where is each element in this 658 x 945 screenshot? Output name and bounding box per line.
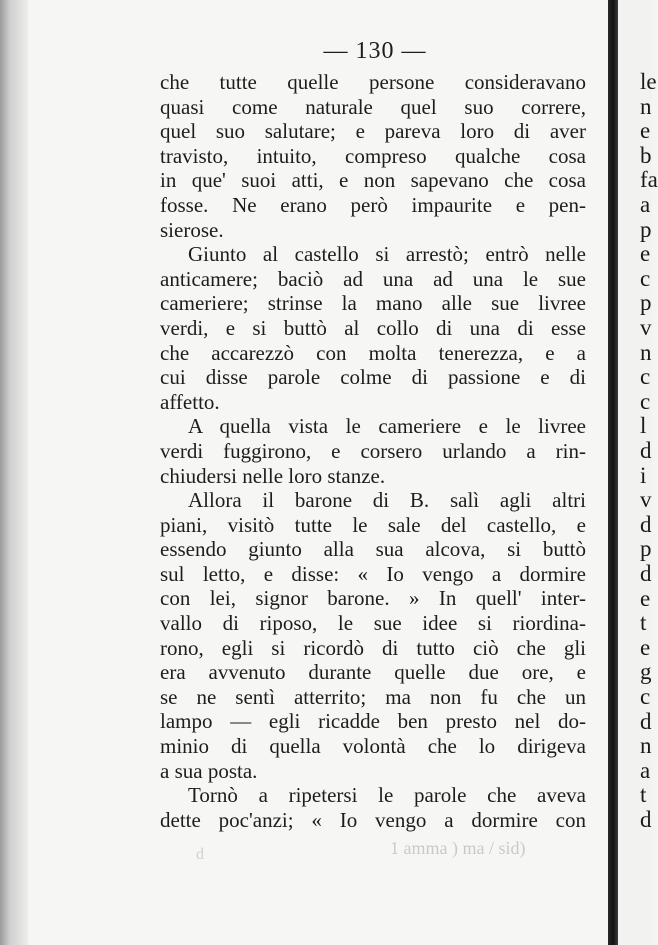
facing-page-fragment: n [640, 93, 652, 119]
text-line: piani, visitò tutte le sale del castello, e [160, 512, 586, 537]
bleed-through-text: 1 amma ) ma / sid) [390, 838, 526, 858]
text-line: era avvenuto durante quelle due ore, e [160, 660, 586, 685]
facing-page-fragment: c [640, 684, 651, 709]
facing-page-fragment: d [640, 438, 652, 463]
facing-page-fragment: g [640, 659, 652, 685]
facing-page-fragment: d [640, 807, 652, 832]
text-line: rono, egli si ricordò di tutto ciò che gli [160, 635, 586, 660]
text-line: Tornò a ripetersi le parole che aveva [188, 783, 586, 808]
facing-page-fragment: a [640, 192, 651, 217]
bleed-through-mark: d [196, 846, 204, 863]
text-line: dette poc'anzi; « Io vengo a dormire con [160, 807, 586, 832]
text-line: vallo di riposo, le sue idee si riordina- [160, 611, 586, 636]
text-line: quasi come naturale quel suo correre, [160, 94, 586, 119]
text-line: che accarezzò con molta tenerezza, e a [160, 340, 586, 365]
facing-page-fragment: c [640, 265, 651, 291]
text-line: essendo giunto alla sua alcova, si buttò [160, 537, 586, 562]
facing-page-fragment: i [640, 462, 647, 488]
text-line: travisto, intuito, compreso qualche cosa [160, 143, 586, 168]
book-gutter [608, 0, 618, 945]
text-line: A quella vista le cameriere e le livree [188, 414, 586, 439]
text-line: fosse. Ne erano però impaurite e pen- [160, 192, 586, 217]
text-line: cameriere; strinse la mano alle sue livree [160, 291, 586, 316]
facing-page-fragment: v [640, 487, 652, 513]
facing-page-fragment: p [640, 290, 652, 316]
text-line: sierose. [160, 217, 224, 242]
facing-page-fragment: e [640, 634, 651, 660]
facing-page-fragment: e [640, 241, 651, 267]
text-line: quel suo salutare; e pareva loro di aver [160, 119, 586, 144]
facing-page-fragment: d [640, 708, 652, 734]
facing-page-fragment: le [640, 69, 657, 94]
text-line: verdi fuggirono, e corsero urlando a rin- [160, 438, 586, 463]
facing-page-fragment: p [640, 216, 652, 242]
facing-page-fragment: b [640, 142, 652, 168]
text-line: con lei, signor barone. » In quell' inter- [160, 586, 586, 611]
text-line: Allora il barone di B. salì agli altri [188, 488, 586, 513]
facing-page-fragment: t [640, 782, 647, 808]
facing-page-fragment: a [640, 757, 651, 783]
facing-page-fragment: d [640, 511, 652, 537]
text-line: in que' suoi atti, e non sapevano che cosa [160, 168, 586, 193]
text-line: a sua posta. [160, 758, 258, 783]
text-line: affetto. [160, 389, 220, 414]
text-line: cui disse parole colme di passione e di [160, 365, 586, 390]
book-left-edge [0, 0, 28, 945]
text-line: sul letto, e disse: « Io vengo a dormire [160, 561, 586, 586]
facing-page-fragment: l [640, 413, 647, 439]
facing-page-fragment: v [640, 315, 652, 340]
facing-page-fragment: e [640, 118, 651, 144]
facing-page-fragment: fa [640, 167, 658, 193]
text-line: che tutte quelle persone consideravano [160, 70, 586, 94]
page-number: — 130 — [323, 38, 427, 64]
text-line: anticamere; baciò ad una ad una le sue [160, 266, 586, 291]
text-line: minio di quella volontà che lo dirigeva [160, 734, 586, 759]
page-text [160, 70, 586, 832]
facing-page-fragment: c [640, 364, 651, 390]
facing-page-edge [618, 0, 658, 945]
text-line: se ne sentì atterrito; ma non fu che un [160, 684, 586, 709]
facing-page-fragment: e [640, 585, 651, 611]
facing-page-fragment: d [640, 561, 652, 586]
facing-page-fragment: n [640, 339, 652, 365]
facing-page-fragment: c [640, 388, 651, 414]
text-line: chiudersi nelle loro stanze. [160, 463, 386, 488]
facing-page-fragment: p [640, 536, 652, 562]
text-line: Giunto al castello si arrestò; entrò nelle [188, 242, 586, 267]
text-line: lampo — egli ricadde ben presto nel do- [160, 709, 586, 734]
text-line: verdi, e si buttò al collo di una di esse [160, 315, 586, 340]
facing-page-fragment: n [640, 733, 652, 759]
facing-page-fragment: t [640, 610, 647, 636]
